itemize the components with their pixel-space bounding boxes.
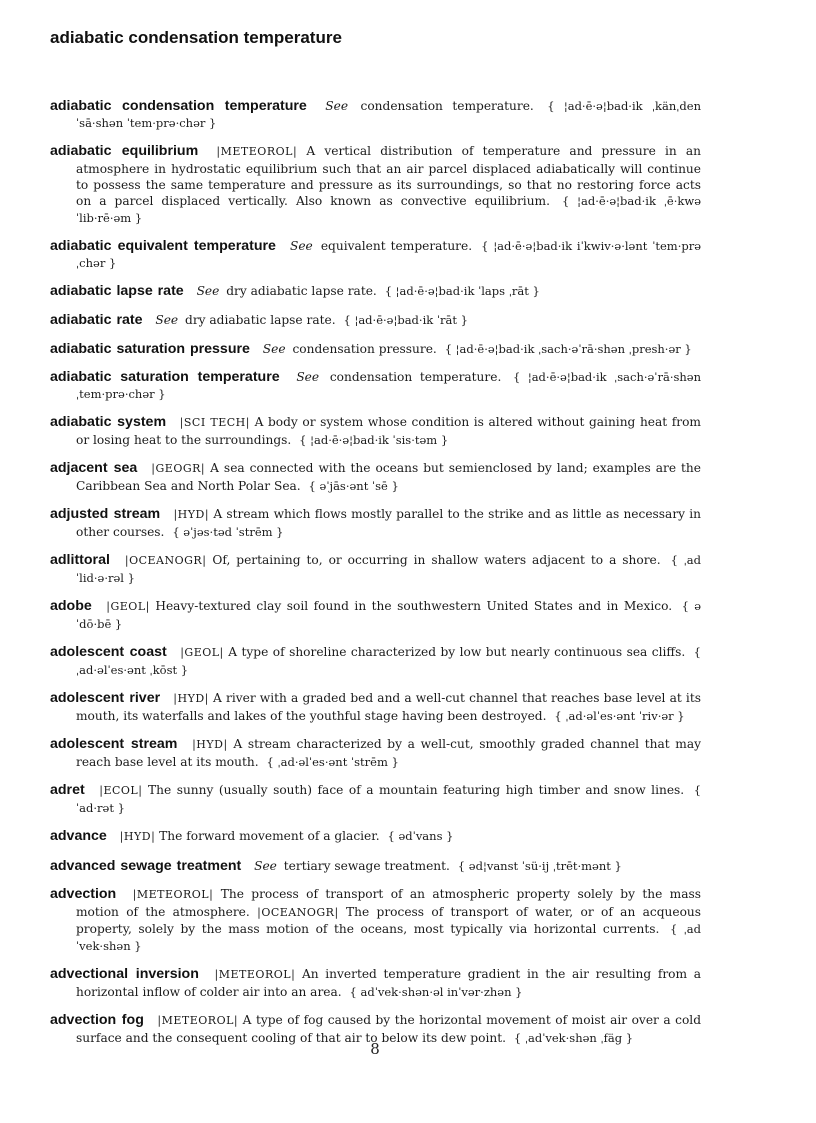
pronunciation: { ¦ad·ē·ə¦bad·ik ˌsach·əˈrā·shən ˌtem·prə·chər } — [76, 370, 701, 400]
pronunciation: { adˈvek·shən·əl inˈvər·zhən } — [350, 985, 523, 999]
subject-label: | OCEANOGR | — [125, 554, 207, 567]
dictionary-entry — [50, 782, 701, 816]
subject-label: | HYD | — [173, 508, 209, 521]
see-reference: See — [254, 858, 277, 873]
dictionary-entry — [50, 552, 701, 586]
entry-headword: adiabatic lapse rate — [50, 283, 184, 300]
entry-headword: adiabatic saturation pressure — [50, 340, 250, 357]
pronunciation: { ¦ad·ē·ə¦bad·ik iˈkwiv·ə·lənt ˈtem·prəˌchər } — [76, 239, 701, 269]
entry-definition: A sea connected with the oceans but semienclosed by land; examples are the Caribbean Sea and North Polar Sea. — [76, 461, 701, 493]
subject-label: | METEOROL | — [216, 145, 297, 158]
dictionary-entry — [50, 506, 701, 540]
entry-headword: adret — [50, 782, 85, 799]
dictionary-entry — [50, 690, 701, 724]
subject-label: | SCI TECH | — [180, 416, 250, 429]
entry-definition: The process of transport of water, or of an acqueous property, solely by the mass motion of the oceans, most typically via horizontal currents. — [76, 904, 702, 937]
entry-definition: Of, pertaining to, or occurring in shallow waters adjacent to a shore. — [212, 553, 661, 568]
entry-headword: advectional inversion — [50, 966, 199, 983]
pronunciation: { ˌad·əlˈes·ənt ˌkōst } — [76, 645, 701, 676]
dictionary-entry — [50, 644, 701, 678]
subject-label: | GEOGR | — [151, 462, 205, 475]
dictionary-entry — [50, 828, 701, 845]
entry-headword: advection fog — [50, 1012, 144, 1029]
entry-definition: An inverted temperature gradient in the air resulting from a horizontal inflow of colder air into an area. — [76, 967, 701, 999]
see-reference: See — [262, 341, 286, 356]
entry-headword: adlittoral — [50, 552, 110, 569]
dictionary-entry — [50, 886, 701, 954]
entry-definition: A type of shoreline characterized by low but nearly continuous sea cliffs. — [228, 645, 686, 660]
pronunciation: { əˈjəs·təd ˈstrēm } — [172, 525, 283, 539]
entry-definition: A stream characterized by a well-cut, smoothly graded channel that may reach base level at its mouth. — [76, 737, 702, 769]
running-head: adiabatic condensation temperature — [50, 28, 342, 47]
entry-definition: A type of fog caused by the horizontal movement of moist air over a cold surface and the consequent cooling of that air to below its dew point. — [76, 1013, 702, 1045]
entry-definition: dry adiabatic lapse rate. — [226, 284, 377, 299]
entry-definition: condensation temperature. — [360, 99, 534, 114]
dictionary-entry — [50, 736, 701, 770]
entry-definition: A vertical distribution of temperature and pressure in an atmosphere in hydrostatic equilibrium such that an air parcel displaced adiabatically will continue to possess the same temperature and pressure as its surroundings, so that no restoring force acts on a parcel displaced vertically. Also known as convective equilibrium. — [76, 144, 702, 209]
entry-definition: The sunny (usually south) face of a mountain featuring high timber and snow lines. — [147, 783, 685, 798]
pronunciation: { əd¦vanst ˈsü·ij ˌtrēt·mənt } — [458, 859, 622, 873]
pronunciation: { ˌadˈlid·ə·rəl } — [76, 553, 701, 584]
entry-list — [50, 86, 701, 1054]
pronunciation: { əˈdō·bē } — [76, 599, 701, 630]
pronunciation: { ¦ad·ē·ə¦bad·ik ˈrāt } — [343, 313, 468, 327]
entry-headword: advection — [50, 886, 117, 903]
entry-definition: Heavy-textured clay soil found in the southwestern United States and in Mexico. — [155, 599, 673, 614]
see-reference: See — [296, 370, 320, 385]
dictionary-entry — [50, 966, 701, 1000]
entry-definition: condensation pressure. — [292, 341, 437, 356]
subject-label: | HYD | — [120, 830, 156, 843]
entry-definition: A body or system whose condition is altered without gaining heat from or losing heat to the surroundings. — [76, 415, 701, 447]
dictionary-entry — [50, 598, 701, 632]
entry-headword: advanced sewage treatment — [50, 857, 242, 874]
subject-label: | GEOL | — [106, 600, 150, 613]
entry-headword: adiabatic equilibrium — [50, 143, 199, 160]
entry-headword: adjacent sea — [50, 460, 138, 477]
subject-label: | METEOROL | — [215, 968, 296, 981]
entry-headword: adiabatic condensation temperature — [50, 98, 307, 115]
subject-label: | HYD | — [192, 738, 228, 751]
subject-label: | ECOL | — [99, 784, 142, 797]
entry-headword: adolescent river — [50, 690, 161, 707]
pronunciation: { ˌadˈvek·shən ˌfäg } — [514, 1031, 633, 1045]
pronunciation: { ¦ad·ē·ə¦bad·ik ˌkänˌdenˈsā·shən ˈtem·prə·chər } — [76, 99, 701, 129]
subject-label: | HYD | — [173, 692, 209, 705]
dictionary-entry — [50, 143, 701, 226]
dictionary-entry — [50, 283, 701, 299]
dictionary-entry — [50, 312, 701, 328]
pronunciation: { ¦ad·ē·ə¦bad·ik ˌsach·əˈrā·shən ˌpresh·ər } — [445, 342, 692, 356]
subject-label: | METEOROL | — [157, 1014, 238, 1027]
dictionary-entry — [50, 369, 701, 402]
entry-headword: adolescent coast — [50, 644, 167, 661]
entry-definition: A river with a graded bed and a well-cut channel that reaches base level at its mouth, its waterfalls and lakes of the youthful stage having been destroyed. — [76, 691, 701, 723]
pronunciation: { ˌad·əlˈes·ənt ˈstrēm } — [266, 755, 398, 769]
entry-definition: condensation temperature. — [329, 370, 502, 385]
see-reference: See — [289, 239, 313, 254]
pronunciation: { ¦ad·ē·ə¦bad·ik ˈlaps ˌrāt } — [385, 284, 540, 298]
pronunciation: { ¦ad·ē·ə¦bad·ik ˈsis·təm } — [299, 433, 448, 447]
see-reference: See — [155, 313, 179, 327]
dictionary-entry — [50, 341, 701, 357]
see-reference: See — [325, 99, 349, 114]
entry-headword: adiabatic system — [50, 414, 167, 431]
dictionary-entry — [50, 858, 701, 874]
entry-definition: A stream which flows mostly parallel to the strike and as little as necessary in other courses. — [76, 507, 702, 539]
entry-headword: adobe — [50, 598, 92, 615]
pronunciation: { ¦ad·ē·ə¦bad·ik ˌē·kwəˈlib·rē·əm } — [76, 194, 701, 224]
pronunciation: { ədˈvans } — [388, 829, 454, 843]
entry-headword: adjusted stream — [50, 506, 161, 523]
entry-definition: dry adiabatic lapse rate. — [185, 313, 336, 327]
entry-definition: tertiary sewage treatment. — [283, 858, 450, 873]
entry-definition: equivalent temperature. — [320, 239, 473, 254]
pronunciation: { əˈjās·ənt ˈsē } — [309, 479, 399, 493]
entry-headword: adiabatic saturation temperature — [50, 369, 280, 386]
page-number: 8 — [370, 1040, 380, 1058]
subject-label: | OCEANOGR | — [257, 906, 339, 919]
dictionary-entry — [50, 414, 701, 448]
entry-headword: advance — [50, 828, 107, 845]
dictionary-entry — [50, 98, 701, 131]
pronunciation: { ˌadˈvek·shən } — [76, 922, 701, 952]
entry-definition: The process of transport of an atmospheric property solely by the mass motion of the atmosphere. — [76, 887, 702, 919]
subject-label: | GEOL | — [180, 646, 224, 659]
pronunciation: { ˌad·əlˈes·ənt ˈriv·ər } — [554, 709, 684, 723]
entry-headword: adiabatic equivalent temperature — [50, 238, 276, 255]
pronunciation: { ˈad·rət } — [76, 783, 701, 814]
entry-headword: adolescent stream — [50, 736, 178, 753]
subject-label: | METEOROL | — [133, 888, 214, 901]
entry-headword: adiabatic rate — [50, 312, 143, 328]
entry-definition: The forward movement of a glacier. — [159, 829, 380, 844]
dictionary-entry — [50, 460, 701, 494]
dictionary-entry — [50, 238, 701, 271]
see-reference: See — [196, 284, 220, 299]
